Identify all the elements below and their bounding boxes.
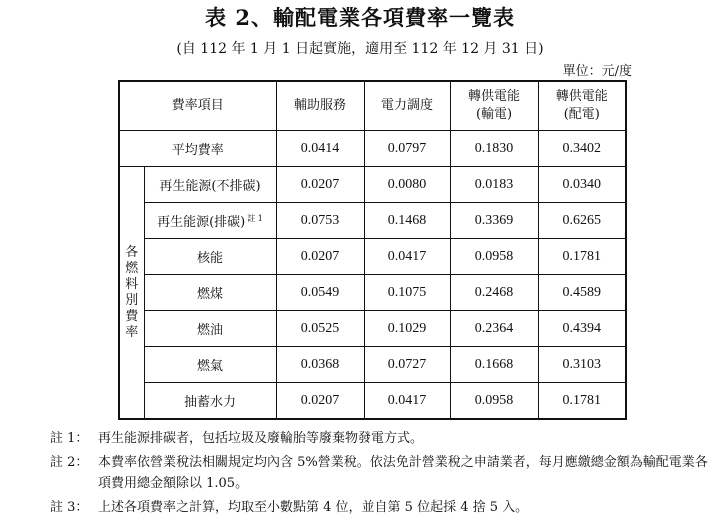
table-row xyxy=(119,311,626,347)
value-cell: 0.0417 xyxy=(364,383,450,420)
value-cell: 0.0797 xyxy=(364,131,450,167)
row-label: 再生能源(不排碳) xyxy=(144,167,276,203)
group-label-char: 率 xyxy=(125,324,139,340)
footnote xyxy=(50,452,710,494)
row-label: 燃煤 xyxy=(144,275,276,311)
group-label-char: 費 xyxy=(125,308,139,324)
row-label: 平均費率 xyxy=(119,131,276,167)
row-label: 再生能源(排碳) xyxy=(157,215,246,230)
fee-table xyxy=(118,80,627,420)
group-label-char: 燃 xyxy=(125,260,139,276)
header-wheeling-transmission xyxy=(450,81,538,131)
value-cell: 0.0207 xyxy=(276,167,364,203)
value-cell: 0.1075 xyxy=(364,275,450,311)
footnotes xyxy=(50,428,710,518)
footnote-label: 註 3： xyxy=(50,500,89,515)
table-row xyxy=(119,275,626,311)
row-label-cell xyxy=(144,203,276,239)
footnote-label: 註 1： xyxy=(50,431,89,446)
value-cell: 0.6265 xyxy=(538,203,626,239)
header-wheeling-distribution-line2: (配電) xyxy=(563,107,600,122)
table-row xyxy=(119,203,626,239)
header-wheeling-distribution xyxy=(538,81,626,131)
row-label: 核能 xyxy=(144,239,276,275)
table-row xyxy=(119,383,626,420)
value-cell: 0.4394 xyxy=(538,311,626,347)
value-cell: 0.0525 xyxy=(276,311,364,347)
header-ancillary-services: 輔助服務 xyxy=(276,81,364,131)
footnote xyxy=(50,497,710,518)
value-cell: 0.4589 xyxy=(538,275,626,311)
value-cell: 0.0183 xyxy=(450,167,538,203)
row-label: 抽蓄水力 xyxy=(144,383,276,420)
value-cell: 0.2468 xyxy=(450,275,538,311)
unit-label: 單位：元/度 xyxy=(562,64,632,79)
value-cell: 0.0368 xyxy=(276,347,364,383)
value-cell: 0.3369 xyxy=(450,203,538,239)
value-cell: 0.0958 xyxy=(450,383,538,420)
row-label: 燃氣 xyxy=(144,347,276,383)
value-cell: 0.1781 xyxy=(538,383,626,420)
value-cell: 0.0417 xyxy=(364,239,450,275)
footnote xyxy=(50,428,710,449)
page-title: 表 2、輸配電業各項費率一覽表 xyxy=(205,5,515,30)
value-cell: 0.0207 xyxy=(276,239,364,275)
value-cell: 0.0958 xyxy=(450,239,538,275)
footnote-text: 再生能源排碳者，包括垃圾及廢輪胎等廢棄物發電方式。 xyxy=(98,431,424,446)
value-cell: 0.0727 xyxy=(364,347,450,383)
note-reference: 註 1 xyxy=(247,213,263,223)
value-cell: 0.0080 xyxy=(364,167,450,203)
value-cell: 0.0340 xyxy=(538,167,626,203)
header-wheeling-distribution-line1: 轉供電能 xyxy=(555,89,608,104)
value-cell: 0.0753 xyxy=(276,203,364,239)
value-cell: 0.3402 xyxy=(538,131,626,167)
group-label-char: 料 xyxy=(125,276,139,292)
footnote-text: 本費率依營業稅法相關規定均內含 5%營業稅。依法免計營業稅之申請業者，每月應繳總金額為輸配電業各項費用總金額除以 1.05。 xyxy=(98,455,708,491)
value-cell: 0.1029 xyxy=(364,311,450,347)
value-cell: 0.1468 xyxy=(364,203,450,239)
table-header-row xyxy=(119,81,626,131)
header-wheeling-transmission-line1: 轉供電能 xyxy=(468,89,521,104)
value-cell: 0.1781 xyxy=(538,239,626,275)
value-cell: 0.1668 xyxy=(450,347,538,383)
group-label-char: 別 xyxy=(125,292,139,308)
table-row xyxy=(119,239,626,275)
header-item: 費率項目 xyxy=(119,81,276,131)
value-cell: 0.0549 xyxy=(276,275,364,311)
footnote-text: 上述各項費率之計算，均取至小數點第 4 位，並自第 5 位起採 4 捨 5 入。 xyxy=(98,500,529,515)
effective-period: (自 112 年 1 月 1 日起實施，適用至 112 年 12 月 31 日) xyxy=(176,41,544,57)
value-cell: 0.0414 xyxy=(276,131,364,167)
fuel-group-label xyxy=(119,167,144,420)
group-label-char: 各 xyxy=(125,244,139,260)
value-cell: 0.1830 xyxy=(450,131,538,167)
value-cell: 0.2364 xyxy=(450,311,538,347)
value-cell: 0.3103 xyxy=(538,347,626,383)
table-row-average xyxy=(119,131,626,167)
header-wheeling-transmission-line2: (輸電) xyxy=(475,107,513,122)
footnote-label: 註 2： xyxy=(50,455,89,470)
table-row xyxy=(119,167,626,203)
header-power-dispatch: 電力調度 xyxy=(364,81,450,131)
value-cell: 0.0207 xyxy=(276,383,364,420)
table-row xyxy=(119,347,626,383)
row-label: 燃油 xyxy=(144,311,276,347)
